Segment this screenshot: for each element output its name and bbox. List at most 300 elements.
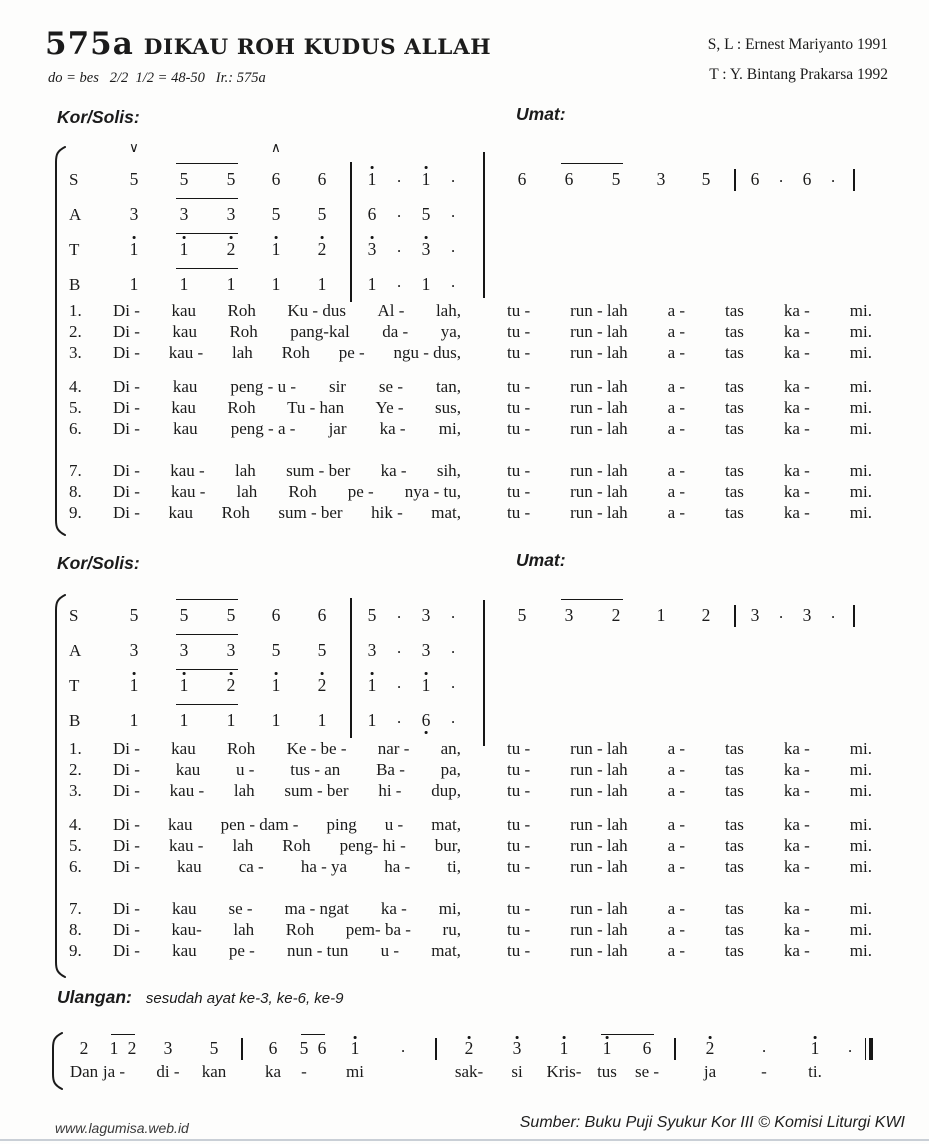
overline-note-cell	[158, 197, 210, 232]
verse-syllable: lah	[236, 482, 258, 501]
lyric-syllable	[428, 1062, 444, 1084]
duration-dot: .	[396, 272, 402, 292]
refrain-text	[507, 739, 872, 759]
duration-dot: .	[450, 708, 456, 728]
verse-syllable: Di -	[113, 461, 140, 480]
voice-label: B	[69, 711, 81, 730]
note-cell	[110, 703, 158, 738]
verse-syllable: Di -	[113, 941, 140, 960]
verse-syllable: pang-kal	[290, 322, 350, 341]
refrain-syllable: ka -	[783, 343, 810, 362]
verse-syllable: kau	[168, 503, 193, 522]
note-cell	[358, 598, 386, 633]
music-note: 3	[129, 203, 139, 224]
music-note: 6	[367, 203, 377, 224]
ulangan-cell	[312, 1036, 332, 1084]
verse-syllable: kau -	[168, 836, 204, 855]
note-cell	[252, 633, 300, 668]
refrain-syllable: tu -	[507, 343, 531, 362]
refrain-text	[507, 419, 872, 439]
verse-syllable: Roh	[285, 920, 315, 939]
verse-syllable: Al -	[377, 301, 405, 320]
duration-dot: .	[450, 673, 456, 693]
music-note: 5	[421, 203, 431, 224]
refrain-syllable: tas	[725, 920, 744, 939]
verse-syllable: peng- hi -	[339, 836, 406, 855]
verse-syllable: kau -	[170, 461, 205, 480]
music-note: 1	[129, 674, 139, 695]
footer-url: www.lagumisa.web.id	[55, 1120, 189, 1136]
duration-dot: .	[396, 167, 402, 187]
refrain-syllable: tu -	[507, 377, 531, 396]
verse-row	[55, 321, 885, 342]
note-cell	[252, 703, 300, 738]
ulangan-cell	[62, 1036, 106, 1084]
music-note: 5	[209, 1038, 219, 1059]
note-cell	[412, 598, 440, 633]
refrain-text	[507, 920, 872, 940]
verse-number: 1.	[69, 301, 82, 320]
music-note: 6	[517, 168, 527, 189]
refrain-syllable: tas	[725, 343, 744, 362]
refrain-syllable: a -	[667, 941, 686, 960]
verse-syllable: ka -	[380, 461, 407, 480]
duration-dot: .	[778, 603, 784, 623]
refrain-text	[507, 482, 872, 502]
verse-syllable: kau	[171, 899, 197, 918]
note-cell	[252, 668, 300, 703]
music-note: 3	[421, 604, 431, 625]
refrain-syllable: mi.	[849, 301, 872, 320]
refrain-syllable: run - lah	[570, 503, 628, 522]
refrain-syllable: run - lah	[570, 920, 628, 939]
verse-syllable: lah,	[435, 301, 461, 320]
music-note: 5	[271, 203, 281, 224]
music-note: 2	[317, 238, 327, 259]
music-note: 3	[564, 604, 574, 625]
verse-syllable: Roh	[227, 398, 256, 417]
duration-dot-cell	[386, 703, 412, 738]
verse-syllable: lah	[234, 461, 256, 480]
music-note: 1	[271, 238, 281, 259]
verse-syllable: Ba -	[376, 760, 405, 779]
music-note: 1	[421, 674, 431, 695]
duration-dot-cell	[768, 162, 794, 197]
refrain-syllable: ka -	[783, 781, 810, 800]
note-cell	[110, 267, 158, 302]
note-cell	[110, 633, 158, 668]
note-cell	[358, 633, 386, 668]
verse-syllable: kau	[171, 739, 196, 758]
refrain-syllable: mi.	[849, 857, 872, 876]
refrain-syllable: tu -	[507, 941, 531, 960]
verse-text	[113, 322, 461, 342]
refrain-syllable: a -	[667, 739, 686, 758]
kor-solis-label: Kor/Solis:	[57, 107, 140, 127]
refrain-syllable: mi.	[849, 419, 872, 438]
refrain-syllable: ka -	[783, 941, 810, 960]
verse-number: 4.	[69, 377, 82, 396]
verse-text	[113, 815, 461, 835]
music-note: 5	[129, 604, 139, 625]
refrain-text	[507, 899, 872, 919]
duration-dot-cell	[378, 1036, 428, 1062]
note-cell	[358, 197, 386, 232]
credit-composer: S, L : Ernest Mariyanto 1991	[707, 36, 888, 53]
note-cell	[684, 598, 728, 633]
ulangan-cell	[122, 1036, 142, 1084]
overline-note-cell	[588, 1036, 626, 1062]
refrain-syllable: tu -	[507, 419, 531, 438]
overline-note-cell	[210, 197, 252, 232]
refrain-text	[507, 760, 872, 780]
note-cell	[300, 162, 344, 197]
music-note: 1	[421, 168, 431, 189]
refrain-syllable: a -	[667, 503, 686, 522]
verse-syllable: Roh	[288, 482, 317, 501]
duration-dot-cell	[440, 162, 466, 197]
refrain-syllable: ka -	[783, 377, 810, 396]
refrain-syllable: run - lah	[570, 781, 628, 800]
refrain-syllable: a -	[667, 377, 686, 396]
overline-note-cell	[210, 633, 252, 668]
overline-note-cell	[210, 703, 252, 738]
music-note: 3	[179, 639, 189, 660]
refrain-text	[507, 815, 872, 835]
duration-dot: .	[450, 603, 456, 623]
refrain-syllable: tu -	[507, 920, 531, 939]
music-note: 1	[179, 238, 189, 259]
lyric-syllable	[312, 1062, 332, 1084]
duration-dot: .	[761, 1036, 767, 1056]
refrain-syllable: tu -	[507, 899, 531, 918]
note-cell	[412, 267, 440, 302]
verse-row	[55, 919, 885, 940]
ulangan-cell	[194, 1036, 234, 1084]
lyric-syllable	[122, 1062, 142, 1084]
refrain-syllable: mi.	[849, 398, 872, 417]
hymn-title: DIKAU ROH KUDUS ALLAH	[143, 35, 492, 60]
verse-syllable: ngu - dus,	[393, 343, 461, 362]
music-note: 1	[179, 674, 189, 695]
duration-dot: .	[396, 708, 402, 728]
refrain-syllable: ka -	[783, 301, 810, 320]
music-note: 6	[317, 604, 327, 625]
voice-row	[55, 633, 885, 668]
verse-syllable: nya - tu,	[404, 482, 461, 501]
verse-number: 5.	[69, 398, 82, 417]
lyric-syllable: ja	[703, 1062, 717, 1081]
lyric-syllable: sak-	[454, 1062, 484, 1081]
verse-syllable: Di -	[113, 857, 140, 876]
refrain-syllable: tu -	[507, 781, 531, 800]
duration-dot-cell	[738, 1036, 790, 1062]
overline-note-cell	[594, 598, 638, 633]
refrain-syllable: ka -	[783, 322, 810, 341]
refrain-syllable: a -	[667, 322, 686, 341]
refrain-syllable: a -	[667, 815, 686, 834]
lyric-syllable	[234, 1062, 250, 1084]
verse-number: 5.	[69, 836, 82, 855]
verse-text	[113, 419, 461, 439]
refrain-syllable: tas	[725, 899, 744, 918]
verse-row	[55, 759, 885, 780]
verse-syllable: kau -	[168, 343, 204, 362]
music-note: 2	[464, 1038, 474, 1059]
refrain-syllable: tu -	[507, 760, 531, 779]
music-note: 3	[367, 238, 377, 259]
refrain-syllable: ka -	[783, 857, 810, 876]
barline	[674, 1038, 676, 1060]
barline-cell	[234, 1036, 250, 1062]
verse-syllable: Ku - dus	[287, 301, 346, 320]
verse-syllable: u -	[236, 760, 255, 779]
duration-dot-cell	[386, 162, 412, 197]
music-note: 5	[317, 203, 327, 224]
verse-number: 2.	[69, 760, 82, 779]
refrain-text	[507, 343, 872, 363]
barline-cell	[728, 598, 742, 633]
breath-mark: ∨	[129, 140, 139, 155]
refrain-syllable: tas	[725, 836, 744, 855]
verse-row	[55, 460, 885, 481]
barline	[734, 605, 736, 627]
duration-dot-cell	[440, 703, 466, 738]
verse-syllable: mi,	[438, 419, 461, 438]
music-line	[110, 197, 466, 232]
note-cell	[110, 197, 158, 232]
barline	[350, 162, 352, 197]
lyric-syllable: se -	[634, 1062, 660, 1081]
verse-row	[55, 780, 885, 801]
refrain-syllable: a -	[667, 760, 686, 779]
note-cell	[300, 267, 344, 302]
verse-syllable: mi,	[438, 899, 461, 918]
note-cell	[358, 162, 386, 197]
refrain-syllable: tu -	[507, 322, 531, 341]
music-note: 5	[517, 604, 527, 625]
verse-syllable: ha - ya	[300, 857, 348, 876]
music-line	[110, 668, 466, 703]
duration-dot: .	[396, 638, 402, 658]
note-cell	[194, 1036, 234, 1062]
verse-syllable: ca -	[238, 857, 264, 876]
verse-syllable: Di -	[113, 398, 140, 417]
verse-syllable: Di -	[113, 899, 140, 918]
verse-row	[55, 397, 885, 418]
refrain-syllable: run - lah	[570, 301, 628, 320]
music-line	[110, 633, 466, 668]
music-line	[110, 162, 466, 197]
verse-syllable: se -	[228, 899, 253, 918]
duration-dot: .	[396, 202, 402, 222]
verse-number: 6.	[69, 857, 82, 876]
duration-dot: .	[778, 167, 784, 187]
verse-row	[55, 814, 885, 835]
refrain-syllable: ka -	[783, 760, 810, 779]
verse-number: 9.	[69, 941, 82, 960]
music-note: 5	[299, 1038, 309, 1059]
music-note: 5	[367, 604, 377, 625]
overline-note-cell	[158, 598, 210, 633]
refrain-text	[507, 941, 872, 961]
refrain-syllable: tu -	[507, 739, 531, 758]
music-note: 5	[611, 168, 621, 189]
barline	[350, 598, 352, 633]
verse-text	[113, 301, 461, 321]
music-note: 1	[179, 273, 189, 294]
refrain-syllable: run - lah	[570, 836, 628, 855]
duration-dot-cell	[440, 197, 466, 232]
verse-syllable: Di -	[113, 322, 140, 341]
note-cell	[742, 162, 768, 197]
verse-syllable: kau	[171, 398, 196, 417]
verse-syllable: da -	[382, 322, 409, 341]
barline-cell	[728, 162, 742, 197]
overline-note-cell	[210, 668, 252, 703]
refrain-syllable: tas	[725, 857, 744, 876]
music-note: 1	[367, 168, 377, 189]
duration-dot: .	[450, 167, 456, 187]
music-line	[110, 598, 466, 633]
overline-note-cell	[210, 232, 252, 267]
music-note: 1	[810, 1038, 820, 1059]
barline-cell	[344, 197, 358, 232]
overline-note-cell	[158, 633, 210, 668]
verse-syllable: ti,	[447, 857, 461, 876]
verse-syllable: ka -	[380, 899, 407, 918]
verse-row	[55, 342, 885, 363]
verse-syllable: Roh	[229, 322, 258, 341]
overline-note-cell	[106, 1036, 122, 1062]
refrain-syllable: tas	[725, 941, 744, 960]
music-note: 1	[367, 674, 377, 695]
overline-note-cell	[158, 232, 210, 267]
note-cell	[142, 1036, 194, 1062]
ulangan-cell	[234, 1036, 250, 1084]
breath-mark: ∧	[271, 140, 281, 155]
music-note: 1	[350, 1038, 360, 1059]
duration-dot-cell	[386, 267, 412, 302]
duration-dot: .	[847, 1036, 853, 1056]
verse-syllable: sum - ber	[278, 503, 343, 522]
verse-syllable: ru,	[442, 920, 461, 939]
note-cell	[300, 668, 344, 703]
refrain-syllable: run - lah	[570, 899, 628, 918]
refrain-syllable: run - lah	[570, 461, 628, 480]
barline-cell	[846, 598, 862, 633]
verse-text	[113, 836, 461, 856]
refrain-syllable: run - lah	[570, 857, 628, 876]
refrain-syllable: run - lah	[570, 941, 628, 960]
duration-dot-cell	[440, 668, 466, 703]
verse-syllable: Roh	[282, 836, 311, 855]
duration-dot-cell	[840, 1036, 860, 1062]
note-cell	[300, 197, 344, 232]
verse-syllable: tus - an	[290, 760, 341, 779]
verse-syllable: pem- ba -	[345, 920, 411, 939]
music-note: 3	[421, 639, 431, 660]
music-note: 1	[367, 273, 377, 294]
verse-syllable: hi -	[378, 781, 402, 800]
footer-source: Sumber: Buku Puji Syukur Kor III © Komisi Liturgi KWI	[519, 1114, 905, 1131]
music-note: 3	[750, 604, 760, 625]
music-note: 6	[421, 709, 431, 730]
barline-cell	[344, 703, 358, 738]
refrain-syllable: tu -	[507, 482, 531, 501]
barline-cell	[344, 668, 358, 703]
music-note: 6	[268, 1038, 278, 1059]
music-note: 2	[127, 1038, 137, 1059]
refrain-syllable: ka -	[783, 503, 810, 522]
barline	[350, 267, 352, 302]
note-cell	[110, 232, 158, 267]
voice-label: S	[69, 606, 79, 625]
lyric-syllable	[668, 1062, 682, 1084]
verse-row	[55, 835, 885, 856]
ulangan-cell	[250, 1036, 296, 1084]
barline-cell	[428, 1036, 444, 1062]
verse-syllable: ha -	[384, 857, 411, 876]
verse-text	[113, 760, 461, 780]
note-cell	[332, 1036, 378, 1062]
music-note: 3	[421, 238, 431, 259]
refrain-syllable: tu -	[507, 461, 531, 480]
music-note: 1	[109, 1038, 119, 1059]
verse-text	[113, 857, 461, 877]
refrain-syllable: ka -	[783, 398, 810, 417]
music-note: 1	[226, 273, 236, 294]
music-note: 3	[512, 1038, 522, 1059]
music-note: 3	[129, 639, 139, 660]
verse-number: 7.	[69, 461, 82, 480]
voice-label: T	[69, 240, 80, 259]
verse-number: 1.	[69, 739, 82, 758]
note-cell	[358, 232, 386, 267]
verse-syllable: ya,	[440, 322, 461, 341]
music-note: 5	[179, 604, 189, 625]
duration-dot-cell	[820, 598, 846, 633]
refrain-syllable: ka -	[783, 836, 810, 855]
barline	[865, 1038, 867, 1060]
duration-dot-cell	[386, 598, 412, 633]
ulangan-cell	[494, 1036, 540, 1084]
duration-dot-cell	[440, 232, 466, 267]
ulangan-note: sesudah ayat ke-3, ke-6, ke-9	[145, 990, 344, 1007]
refrain-syllable: run - lah	[570, 760, 628, 779]
verse-syllable: Di -	[113, 419, 140, 438]
barline-cell	[344, 633, 358, 668]
duration-dot: .	[450, 237, 456, 257]
verse-text	[113, 398, 461, 418]
refrain-syllable: run - lah	[570, 322, 628, 341]
duration-dot: .	[450, 202, 456, 222]
lyric-syllable: -	[301, 1062, 307, 1081]
note-cell	[252, 267, 300, 302]
music-line	[110, 703, 466, 738]
refrain-syllable: mi.	[849, 815, 872, 834]
verse-text	[113, 461, 461, 481]
note-cell	[500, 598, 544, 633]
note-cell	[684, 162, 728, 197]
music-note: 1	[129, 238, 139, 259]
verse-syllable: sih,	[436, 461, 461, 480]
note-cell	[790, 1036, 840, 1062]
refrain-text	[507, 857, 872, 877]
verse-number: 9.	[69, 503, 82, 522]
credits-block	[708, 30, 888, 90]
verse-number: 6.	[69, 419, 82, 438]
